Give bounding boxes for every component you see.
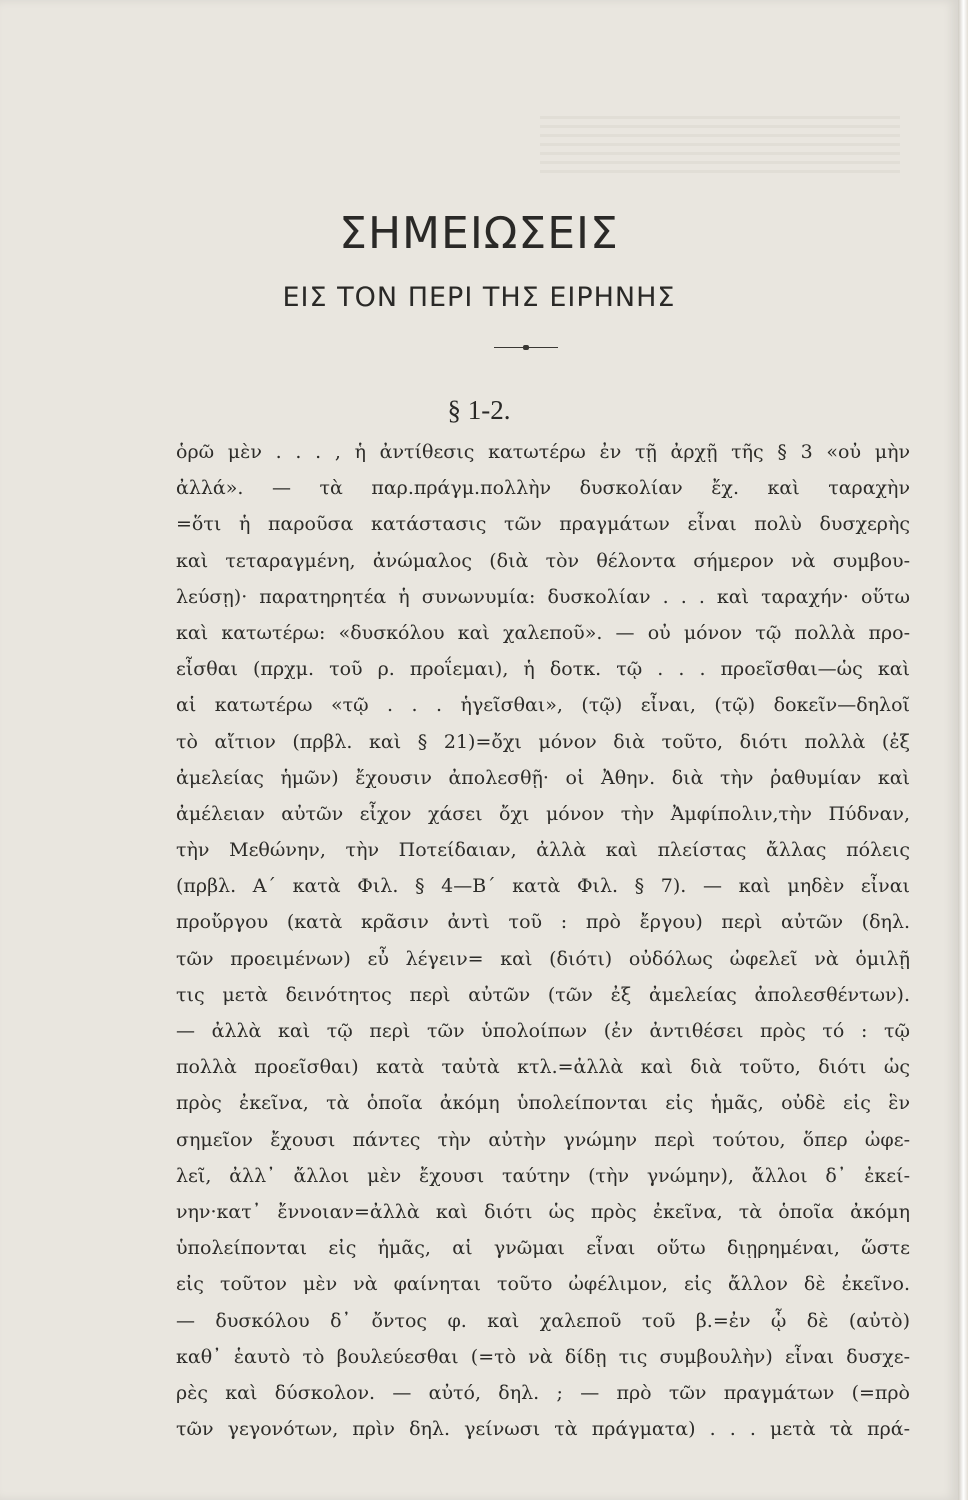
text-line: =ὅτι ἡ παροῦσα κατάστασις τῶν πραγμάτων εἶναι πολὺ δυσχερὴς [176,513,910,536]
text-line: πρὸς ἐκεῖνα, τὰ ὁποῖα ἀκόμη ὑπολείπονται εἰς ἡμᾶς, οὐδὲ εἰς ἓν [176,1092,910,1115]
text-line: ἀμελείας ἡμῶν) ἔχουσιν ἀπολεσθῇ· οἱ Ἀθην. διὰ τὴν ῥαθυμίαν καὶ [176,766,910,789]
text-line: τις μετὰ δεινότητος περὶ αὐτῶν (τῶν ἐξ ἀμελείας ἀπολεσθέντων). [176,983,910,1006]
text-line: αἱ κατωτέρω «τῷ . . . ἡγεῖσθαι», (τῷ) εἶναι, (τῷ) δοκεῖν—δηλοῖ [176,694,910,717]
text-line: προὔργου (κατὰ κρᾶσιν ἀντὶ τοῦ : πρὸ ἔργου) περὶ αὐτῶν (δηλ. [176,911,910,934]
text-line: ἀμέλειαν αὐτῶν εἶχον χάσει ὄχι μόνον τὴν Ἀμφίπολιν,τὴν Πύδναν, [176,802,910,825]
text-line: πολλὰ προεῖσθαι) κατὰ ταὐτὰ κτλ.=ἀλλὰ καὶ διὰ τοῦτο, διότι ὡς [176,1056,910,1079]
text-line: ἀλλά». — τὰ παρ.πράγμ.πολλὴν δυσκολίαν ἔχ. καὶ ταραχὴν [176,477,910,500]
text-line: — ἀλλὰ καὶ τῷ περὶ τῶν ὑπολοίπων (ἐν ἀντιθέσει πρὸς τό : τῷ [176,1020,910,1042]
bleed-through-text [540,116,900,176]
text-line: λεύσῃ)· παρατηρητέα ἡ συνωνυμία: δυσκολίαν . . . καὶ ταραχήν· οὕτω [176,585,910,608]
text-line: τῶν γεγονότων, πρὶν δηλ. γείνωσι τὰ πράγματα) . . . μετὰ τὰ πρά- [176,1418,910,1441]
text-line: καὶ κατωτέρω: «δυσκόλου καὶ χαλεποῦ». — οὐ μόνον τῷ πολλὰ προ- [176,621,910,644]
page-subtitle: ΕΙΣ ΤΟΝ ΠΕΡΙ ΤΗΣ ΕΙΡΗΝΗΣ [282,282,676,313]
text-line: εἶσθαι (πρχμ. τοῦ ρ. προΐεμαι), ἡ δοτκ. τῷ . . . προεῖσθαι—ὡς καὶ [176,658,910,681]
text-line: νην·κατ᾽ ἔννοιαν=ἀλλὰ καὶ διότι ὡς πρὸς ἐκεῖνα, τὰ ὁποῖα ἀκόμη [176,1200,910,1223]
ornament-dot [523,345,529,350]
text-line: λεῖ, ἀλλ᾽ ἄλλοι μὲν ἔχουσι ταύτην (τὴν γνώμην), ἄλλοι δ᾽ ἐκεί- [176,1164,910,1187]
text-line: τὸ αἴτιον (πρβλ. καὶ § 21)=ὄχι μόνον διὰ τοῦτο, διότι πολλὰ (ἐξ [176,730,910,753]
ornament-divider [494,345,558,351]
text-line: ὁρῶ μὲν . . . , ἡ ἀντίθεσις κατωτέρω ἐν τῇ ἀρχῇ τῆς § 3 «οὐ μὴν [176,441,910,463]
section-heading: § 1-2. [447,395,511,425]
text-line: τῶν προειμένων) εὖ λέγειν= καὶ (διότι) οὐδόλως ὠφελεῖ νὰ ὁμιλῇ [176,947,910,970]
text-line: τὴν Μεθώνην, τὴν Ποτείδαιαν, ἀλλὰ καὶ πλείστας ἄλλας πόλεις [176,839,910,862]
text-line: καὶ τεταραγμένη, ἀνώμαλος (διὰ τὸν θέλοντα σήμερον νὰ συμβου- [176,549,910,572]
page-title: ΣΗΜΕΙΩΣΕΙΣ [339,208,619,259]
text-line: καθ᾽ ἑαυτὸ τὸ βουλεύεσθαι (=τὸ νὰ δίδῃ τις συμβουλὴν) εἶναι δυσχε- [176,1345,910,1368]
page-edge [958,0,968,1500]
commentary-body [176,434,910,1447]
text-line: ρὲς καὶ δύσκολον. — αὐτό, δηλ. ; — πρὸ τῶν πραγμάτων (=πρὸ [176,1381,910,1404]
text-line: εἰς τοῦτον μὲν νὰ φαίνηται τοῦτο ὠφέλιμον, εἰς ἄλλον δὲ ἐκεῖνο. [176,1273,910,1296]
text-line: ὑπολείπονται εἰς ἡμᾶς, αἱ γνῶμαι εἶναι οὕτω διῃρημέναι, ὥστε [176,1237,910,1260]
text-line: σημεῖον ἔχουσι πάντες τὴν αὐτὴν γνώμην περὶ τούτου, ὅπερ ὠφε- [176,1128,910,1151]
text-line: (πρβλ. Α΄ κατὰ Φιλ. § 4—Β΄ κατὰ Φιλ. § 7). — καὶ μηδὲν εἶναι [176,875,910,898]
text-line: — δυσκόλου δ᾽ ὄντος φ. καὶ χαλεποῦ τοῦ β.=ἐν ᾧ δὲ (αὐτὸ) [176,1309,910,1332]
